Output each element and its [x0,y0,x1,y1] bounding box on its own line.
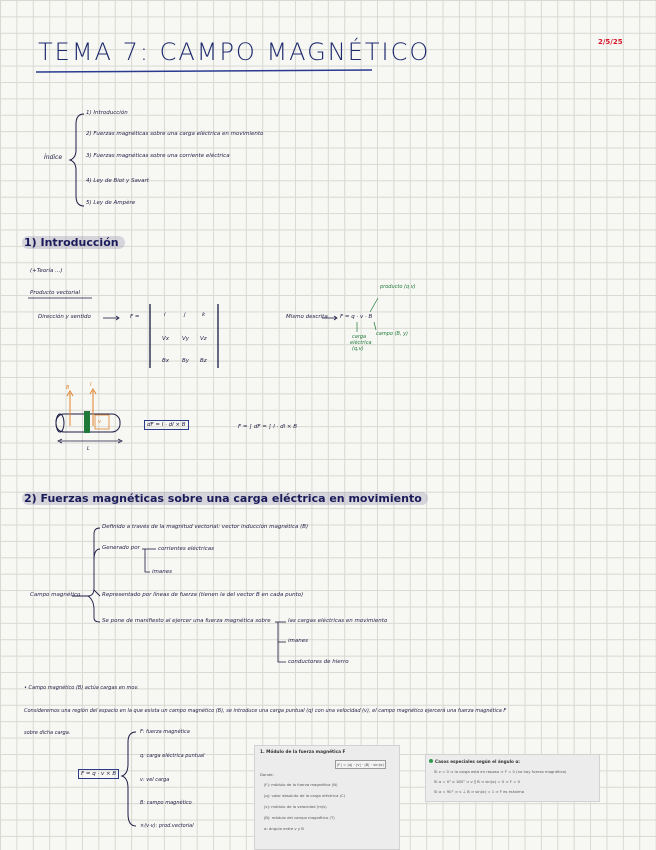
screenshot-item: |v|: módulo de la velocidad (m/s) [264,804,327,809]
matrix-cell: k [202,312,206,318]
variable-item: ×(v·v): prod.vectorial [140,823,194,829]
section-heading: 1) Introducción [22,236,125,249]
generated-sub: corrientes eléctricas [158,546,214,552]
matrix-cell: Vy [182,336,190,342]
screenshot-item: Si α = 0° o 180° ⇒ v ∥ B ⇒ sin(α) = 0 ⇒ F = 0 [434,779,521,784]
green-dot-icon [429,759,433,763]
annotation-charge: carga [352,334,367,340]
matrix-cell: j [184,312,186,318]
index-item: 5) Ley de Ampère [86,200,136,206]
screenshot-title-text: Casos especiales según el ángulo α: [435,759,520,764]
screenshot-item: |B|: módulo del campo magnético (T) [264,815,335,820]
annotation-field: campo (B, y) [376,331,408,337]
wire-label-l: L [87,446,90,452]
same-description-label: Mismo descrita [286,314,328,320]
wire-label-b: B [66,385,70,391]
vector-product-label: Producto vectorial [30,290,81,296]
matrix-cell: Bx [162,358,170,364]
consider-text: Consideremos una región del espacio en la que exista un campo magnético (B), se introduce una carga puntual (q) con una velocidad (v), el campo magnético ejercerá una fuerza magnética F [24,708,507,714]
page-date: 2/5/25 [598,38,623,46]
magnetic-field-label: Campo magnético [30,592,81,598]
theory-note: (+Teoría ...) [30,268,63,274]
screenshot-title [429,759,520,764]
pasted-screenshot-force-modulus [254,745,400,850]
screenshot-item: Si α = 90° ⇒ v ⊥ B ⇒ sin(α) = 1 ⇒ F es máxima [434,789,525,794]
force-formula: F = q · v · B [340,314,373,320]
annotation-electric: eléctrica [350,340,372,346]
pasted-screenshot-special-cases [425,754,600,802]
consider-text-2: sobre dicha carga. [24,730,71,736]
generated-label: Generado por [102,545,140,551]
exert-sub: las cargas eléctricas en movimiento [288,618,388,624]
index-item: 4) Ley de Biot y Savart [86,178,149,184]
generated-sub: imanes [152,569,172,575]
integral-formula: F = ∫ dF = ∫ I · dl × B [238,424,298,430]
direction-sense-label: Dirección y sentido [38,314,91,320]
index-item: 3) Fuerzas magnéticas sobre una corriente eléctrica [86,153,230,159]
field-note: • Campo magnético (B) actúa cargas en mov. [24,685,139,691]
matrix-cell: By [182,358,190,364]
screenshot-donde: Donde: [260,772,274,777]
index-item: 2) Fuerzas magnéticas sobre una carga eléctrica en movimiento [86,131,264,137]
annotation-qv: (q,v) [352,346,364,352]
screenshot-title: 1. Módulo de la fuerza magnética F [260,750,346,755]
variable-item: F: fuerza magnética [140,729,190,735]
variable-item: v: vel carga [140,777,170,783]
exert-text: Se pone de manifiesto al ejercer una fuerza magnética sobre [102,618,271,624]
force-eq-label: F = [130,314,140,320]
index-item: 1) Introducción [86,110,128,116]
screenshot-item: Si v = 0 ⇒ la carga está en reposo ⇒ F = 0 (no hay fuerza magnética) [434,769,567,774]
matrix-cell: Bz [200,358,207,364]
annotation-product: producto (q v) [380,284,416,290]
matrix-cell: Vx [162,336,170,342]
lorentz-formula-box: F = q · v × B [78,769,119,779]
section-heading: 2) Fuerzas magnéticas sobre una carga eléctrica en movimiento [22,492,428,505]
page-title: TEMA 7: CAMPO MAGNÉTICO [38,38,431,66]
df-formula-box: dF = I · dl × B [144,420,189,430]
screenshot-item: |F|: módulo de la fuerza magnética (N) [264,782,338,787]
definition-text: Definido a través de la magnitud vectorial: vector inducción magnética (B) [102,524,309,530]
exert-sub: imanes [288,638,308,644]
exert-sub: conductores de hierro [288,659,349,665]
matrix-cell: i [164,312,166,318]
variable-item: q: carga eléctrica puntual [140,753,205,759]
index-label: Índice [44,154,63,161]
wire-label-i: I [90,382,92,388]
represented-text: Representado por líneas de fuerza (tienen la del vector B en cada punto) [102,592,304,598]
screenshot-formula: |F| = |q| · |v| · |B| · sin(α) [337,762,385,767]
variable-item: B: campo magnético [140,800,192,806]
screenshot-item: |q|: valor absoluto de la carga eléctrica (C) [264,793,346,798]
matrix-cell: Vz [200,336,207,342]
screenshot-item: α: ángulo entre v y B [264,826,304,831]
wire-label-v: v [98,419,101,425]
